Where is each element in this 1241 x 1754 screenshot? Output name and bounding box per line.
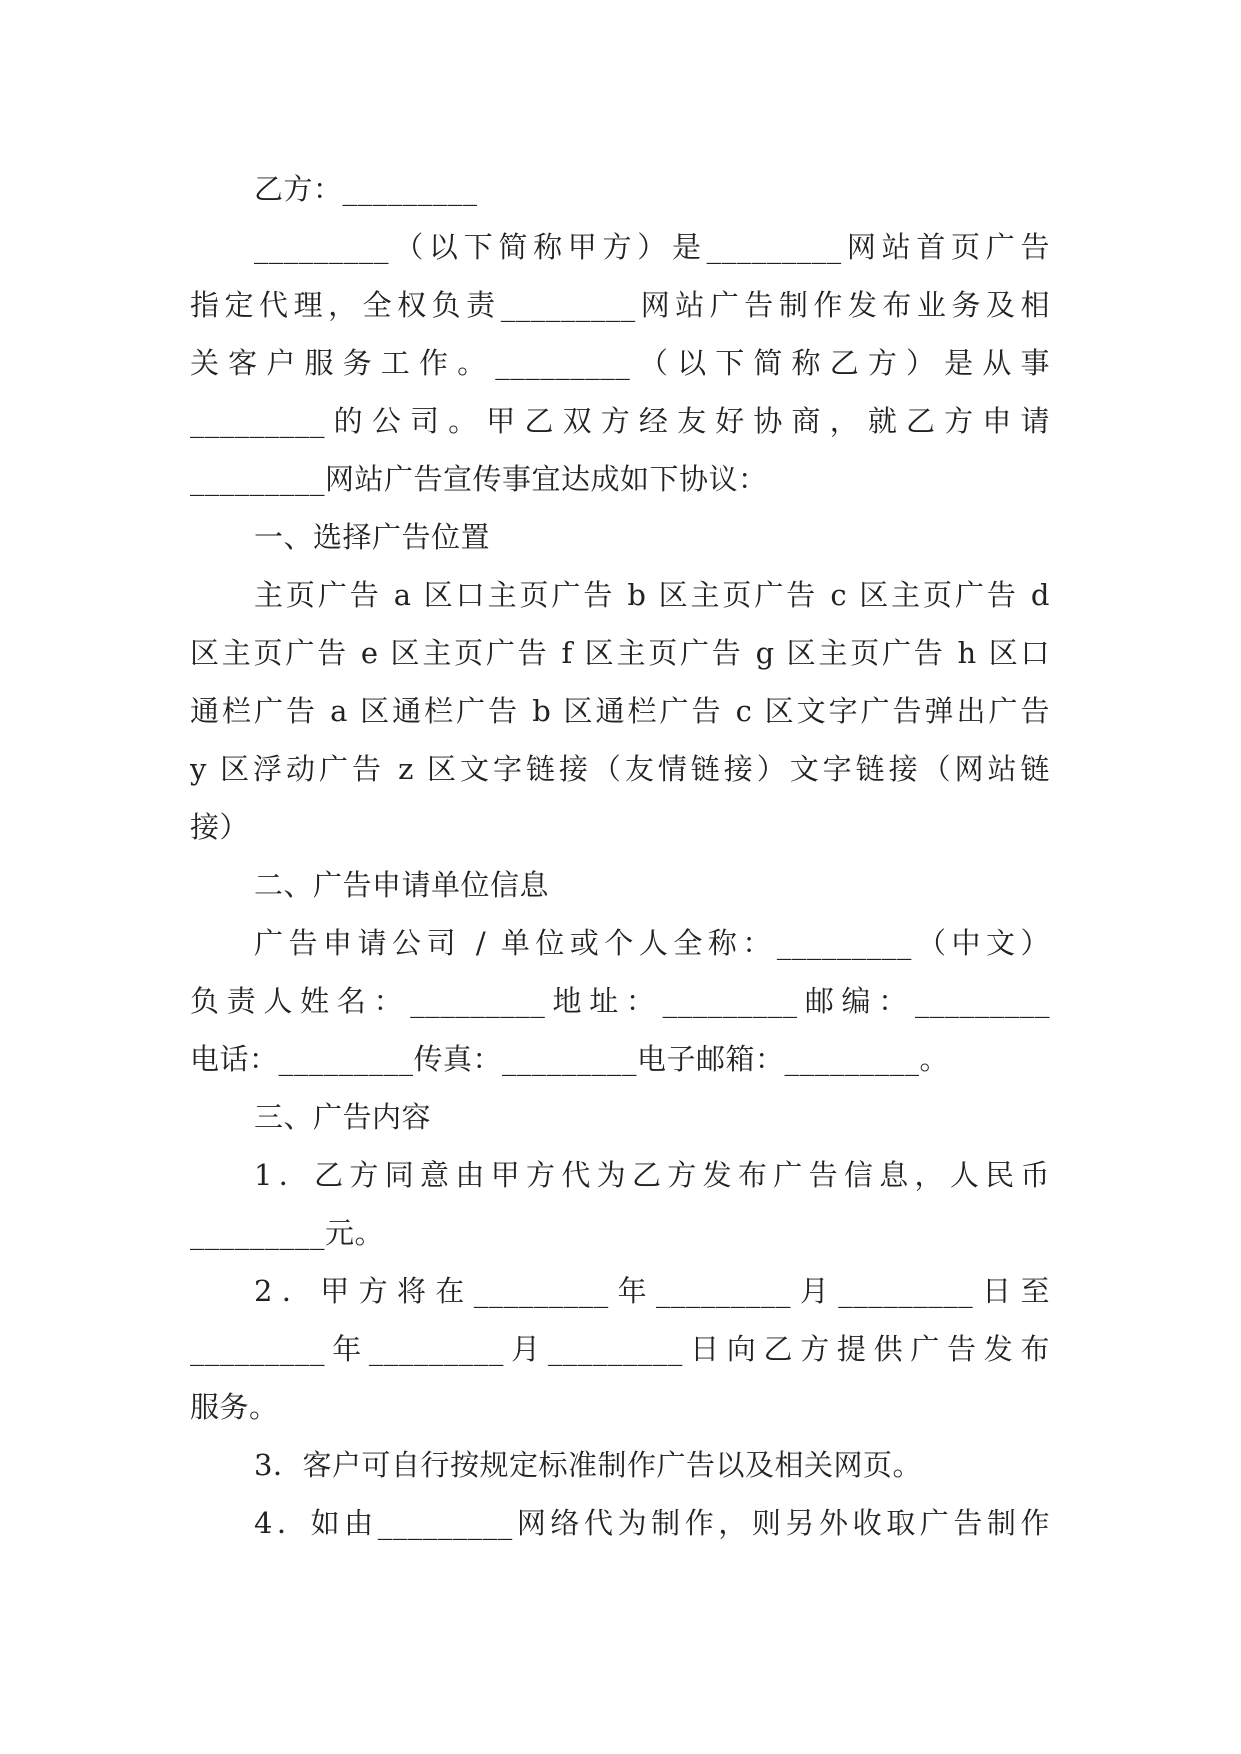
intro-paragraph-line-1: _________（以下简称甲方）是_________网站首页广告: [254, 230, 1050, 264]
clause-1-line-1: 1．乙方同意由甲方代为乙方发布广告信息，人民币: [254, 1158, 1050, 1192]
document-body: [190, 160, 1050, 1552]
clause-2-line-1: 2．甲方将在_________年_________月_________日至: [254, 1274, 1050, 1308]
applicant-contact-line: 负责人姓名：_________地址：_________邮编：_________: [190, 984, 1050, 1018]
section-1-heading: 一、选择广告位置: [254, 520, 491, 554]
ad-position-line-5: 接）: [190, 810, 250, 844]
applicant-name-line: 广告申请公司 / 单位或个人全称：_________（中文）: [254, 926, 1050, 960]
ad-position-line-2: 区主页广告 e 区主页广告 f 区主页广告 g 区主页广告 h 区口: [190, 636, 1050, 670]
clause-4-line-1: 4．如由_________网络代为制作，则另外收取广告制作: [254, 1506, 1050, 1540]
ad-position-line-4: y 区浮动广告 z 区文字链接（友情链接）文字链接（网站链: [190, 752, 1050, 786]
ad-position-line-1: 主页广告 a 区口主页广告 b 区主页广告 c 区主页广告 d: [254, 578, 1050, 612]
applicant-phone-line: 电话：_________传真：_________电子邮箱：_________。: [190, 1042, 950, 1076]
clause-2-line-2: _________年_________月_________日向乙方提供广告发布: [190, 1332, 1050, 1366]
section-3-heading: 三、广告内容: [254, 1100, 432, 1134]
intro-paragraph-line-2: 指定代理，全权负责_________网站广告制作发布业务及相: [190, 288, 1050, 322]
intro-paragraph-line-3: 关客户服务工作。_________（以下简称乙方）是从事: [190, 346, 1050, 380]
section-2-heading: 二、广告申请单位信息: [254, 868, 550, 902]
clause-1-line-2: _________元。: [190, 1216, 385, 1250]
intro-paragraph-line-5: _________网站广告宣传事宜达成如下协议：: [190, 462, 768, 496]
party-b-line: 乙方：_________: [254, 172, 478, 206]
clause-3-line: 3．客户可自行按规定标准制作广告以及相关网页。: [254, 1448, 922, 1482]
clause-2-line-3: 服务。: [190, 1390, 279, 1424]
intro-paragraph-line-4: _________的公司。甲乙双方经友好协商，就乙方申请: [190, 404, 1050, 438]
ad-position-line-3: 通栏广告 a 区通栏广告 b 区通栏广告 c 区文字广告弹出广告: [190, 694, 1050, 728]
